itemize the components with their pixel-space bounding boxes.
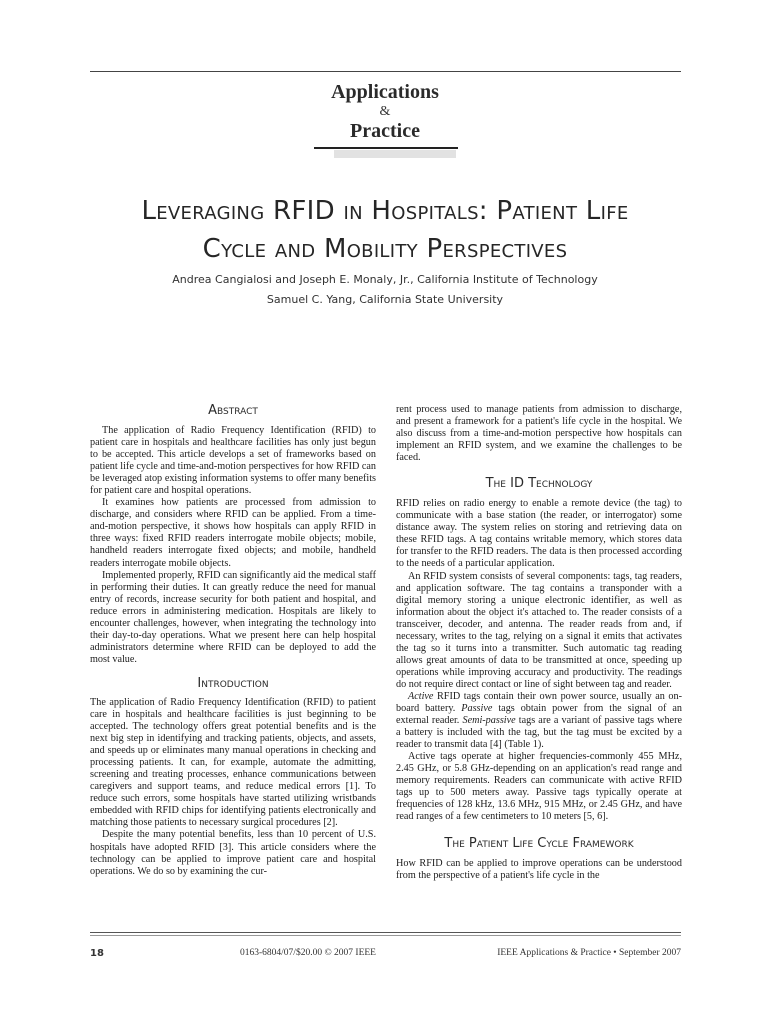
article-title	[60, 192, 710, 268]
plc-paragraph-1: How RFID can be applied to improve operations can be understood from the perspective of a patient's life cycle in the	[396, 857, 682, 881]
id-paragraph-3	[396, 691, 682, 751]
section-label-applications: Applications	[331, 81, 439, 103]
section-header-rule	[314, 147, 458, 149]
title-line-1: Leveraging RFID in Hospitals: Patient Life	[141, 196, 629, 226]
journal-line: IEEE Applications & Practice • September 2007	[497, 948, 681, 958]
left-column	[90, 403, 376, 878]
authors-line-1: Andrea Cangialosi and Joseph E. Monaly, Jr., California Institute of Technology	[172, 273, 598, 286]
author-block	[60, 270, 710, 310]
id-p3-text-a: RFID tags contain their own power source, usually an on-board battery.	[396, 690, 682, 715]
introduction-paragraph-2: Despite the many potential benefits, less than 10 percent of U.S. hospitals have adopted RFID [3]. This article considers where the technology can be applied to improve patient care and hospital operations. We do so by examining the cur-	[90, 829, 376, 877]
abstract-heading: Abstract	[208, 403, 258, 418]
section-header-shade	[334, 150, 456, 158]
bottom-rule-secondary	[90, 935, 681, 936]
term-passive: Passive	[461, 703, 493, 715]
section-label-ampersand: &	[379, 104, 391, 119]
term-semi-passive: Semi-passive	[462, 715, 516, 727]
section-label-practice: Practice	[350, 120, 420, 142]
page-number: 18	[90, 948, 104, 959]
section-header	[312, 80, 458, 143]
id-paragraph-1: RFID relies on radio energy to enable a remote device (the tag) to communicate with a base station (the reader, or interrogator) some distance away. The system relies on storing and retrieving data on these RFID tags. A tag contains writable memory, which stores data for transfer to the RFID readers. The data is then processed according to the needs of a particular application.	[396, 498, 682, 570]
introduction-paragraph-1: The application of Radio Frequency Identification (RFID) to patient care in hospitals and healthcare facilities is just beginning to be accepted. The technology offers great potential benefits and is the next big step in identifying and tracking patients, objects, and assets, and speeds up or eliminates many manual operations in checking and processing patients. It can, for example, automate the admitting, screening and treating processes, enhance communications between caregivers and support teams, and reduce medical errors [1]. To reduce such errors, some hospitals have started utilizing wristbands embedded with RFID chips for identifying patients electronically and matching those patients to necessary surgical procedures [2].	[90, 696, 376, 829]
introduction-continued: rent process used to manage patients from admission to discharge, and present a framework for a patient's life cycle in the hospital. We also discuss from a time-and-motion perspective how hospitals can implement an RFID system, and we examine the challenges to be faced.	[396, 404, 682, 464]
abstract-paragraph-2: It examines how patients are processed from admission to discharge, and considers where RFID can be applied. From a time-and-motion perspective, it shows how hospitals can apply RFID in three ways: fixed RFID readers interrogate mobile objects; mobile, handheld readers interrogate fixed objects; and mobile, handheld readers interrogate mobile objects.	[90, 497, 376, 569]
bottom-rule	[90, 932, 681, 933]
id-technology-heading: The ID Technology	[485, 476, 593, 492]
issn-line: 0163-6804/07/$20.00 © 2007 IEEE	[240, 948, 376, 958]
top-rule	[90, 71, 681, 72]
term-active: Active	[408, 690, 434, 702]
authors-line-2: Samuel C. Yang, California State University	[266, 293, 504, 306]
id-p3-text-b: tags obtain power from the signal of an external reader.	[396, 703, 682, 727]
id-p3-text-c: tags are a variant of passive tags where a battery is included with the tag, but the tag must be excited by a reader to transmit data [4] (Table 1).	[396, 715, 682, 751]
title-line-2: Cycle and Mobility Perspectives	[202, 234, 568, 264]
id-paragraph-2: An RFID system consists of several components: tags, tag readers, and application software. The tag contains a transponder with a digital memory storing a unique electronic identifier, as well as information about the object it's attached to. The reader consists of a transceiver, decoder, and antenna. The reader reads from and, if necessary, writes to the tag, relying on a signal it emits that activates the tag so it turns into a transmitter. Such automatic tag reading allows great amounts of data to be transmitted at once, speeding up operations while improving accuracy and productivity. The readings do not require direct contact or line of sight between tag and reader.	[396, 570, 682, 690]
introduction-heading: Introduction	[197, 675, 269, 691]
right-column	[396, 404, 682, 882]
patient-life-cycle-heading: The Patient Life Cycle Framework	[444, 835, 634, 851]
abstract-paragraph-1: The application of Radio Frequency Identification (RFID) to patient care in hospitals and healthcare facilities has only just begun to be accepted. This article develops a set of frameworks based on patient life cycle and time-and-motion perspectives for how RFID can be leveraged atop existing information systems to offer many benefits for patient care and hospital operations.	[90, 425, 377, 497]
id-paragraph-4: Active tags operate at higher frequencies-commonly 455 MHz, 2.45 GHz, or 5.8 GHz-depending on an application's read range and memory requirements. Readers can communicate with active RFID tags up to 500 meters away. Passive tags typically operate at frequencies of 128 kHz, 13.6 MHz, 915 MHz, or 2.45 GHz, and have read ranges of a few centimeters to 10 meters [5, 6].	[396, 751, 682, 823]
abstract-paragraph-3: Implemented properly, RFID can significantly aid the medical staff in performing their duties. It can greatly reduce the need for manual entry of records, increase security for both patient and hospital, and reduce errors in administering medication. Hospitals are likely to encounter challenges, however, when integrating the technology into their day-to-day operations. What we present here can help hospital administrators determine where RFID can be deployed to add the most value.	[90, 569, 376, 665]
